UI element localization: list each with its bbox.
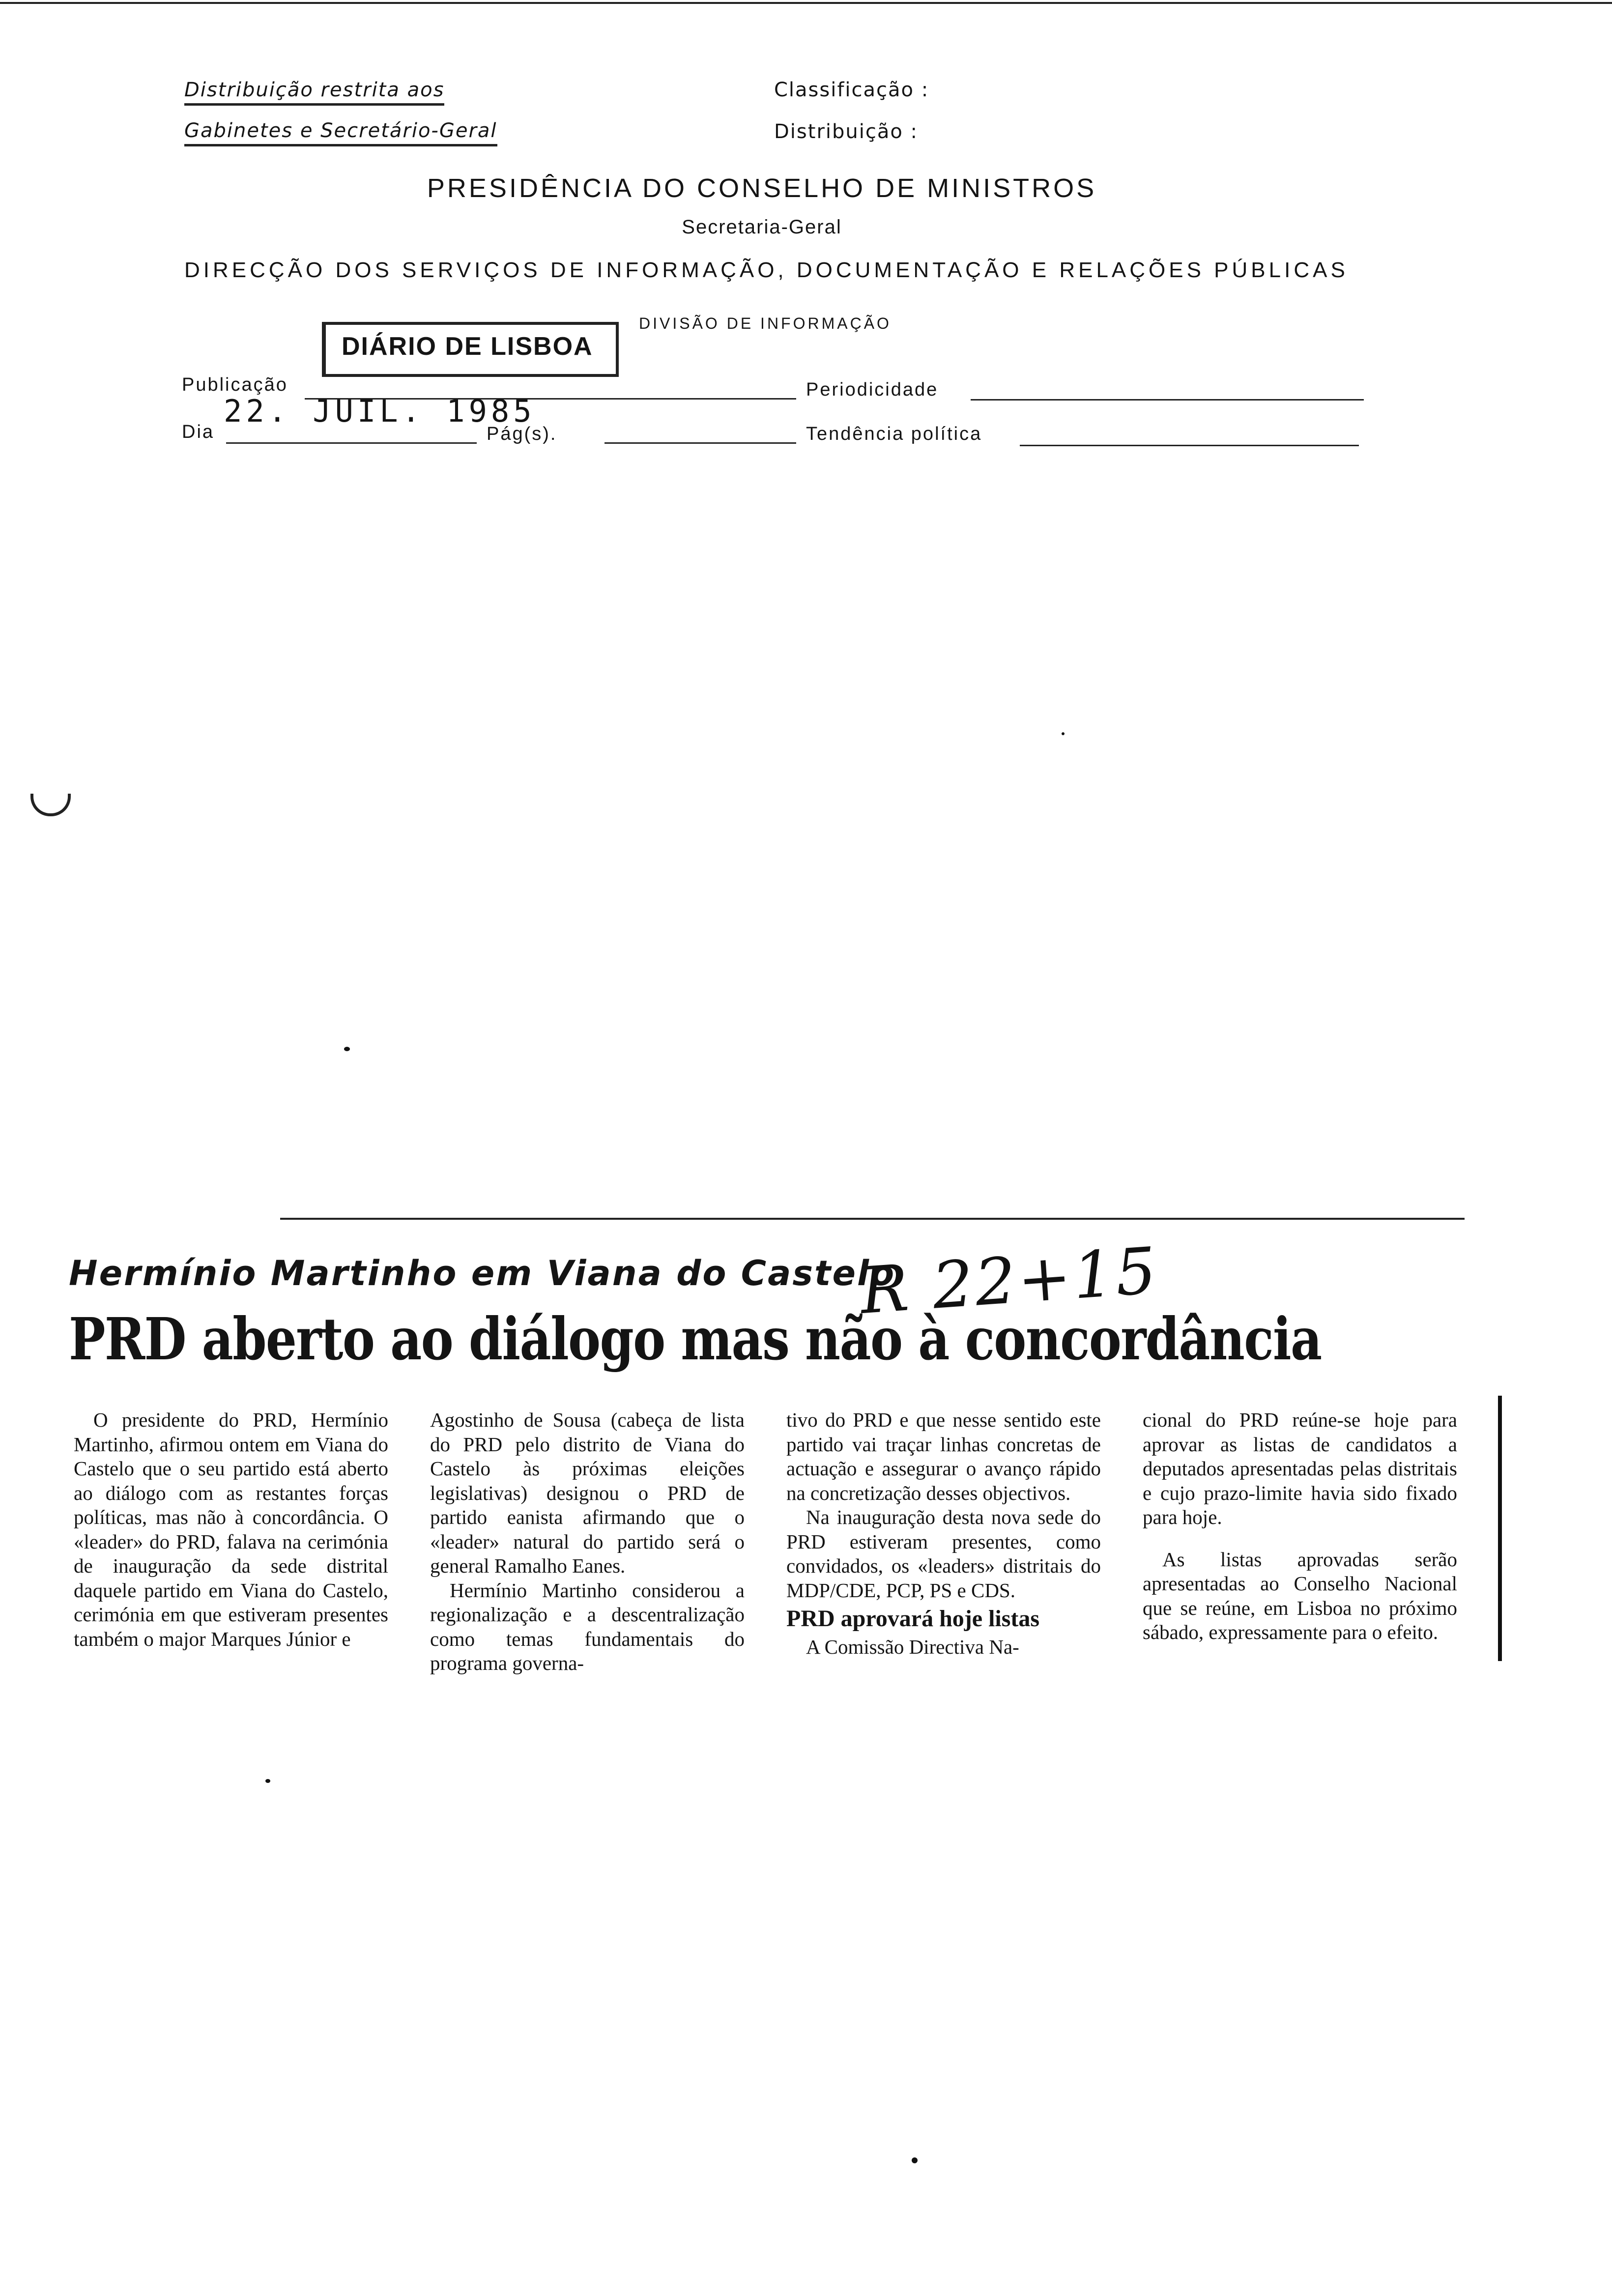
speck-mark — [1062, 732, 1065, 735]
article-top-rule — [280, 1218, 1465, 1220]
punch-hole-mark — [30, 794, 71, 816]
article-column-2 — [430, 1408, 745, 1676]
distribution-restriction-line1: Distribuição restrita aos — [184, 79, 444, 101]
top-edge-rule — [0, 2, 1612, 4]
political-tendency-label: Tendência política — [806, 424, 982, 444]
speck-mark — [344, 1047, 350, 1051]
classification-label: Classificação : — [774, 79, 929, 101]
division-label: DIVISÃO DE INFORMAÇÃO — [639, 315, 892, 332]
paragraph: Agostinho de Sousa (cabeça de lista do PRD pelo distrito de Viana do Castelo às próximas eleições legislativas) designou o PRD de partido eanista afirmando que o «leader» natural do partido será o general Ramalho Eanes. — [430, 1408, 745, 1577]
paragraph: As listas aprovadas serão apresentadas ao Conselho Nacional que se reúne, em Lisboa no próximo sábado, expressamente para o efeito. — [1143, 1548, 1457, 1643]
article-column-3 — [786, 1408, 1101, 1660]
article-column-4 — [1143, 1408, 1457, 1645]
secretaria-geral-subtitle: Secretaria-Geral — [682, 216, 842, 238]
article-headline: PRD aberto ao diálogo mas não à concordância — [69, 1305, 1322, 1373]
pages-label: Pág(s). — [487, 424, 557, 444]
publication-stamp: DIÁRIO DE LISBOA — [342, 332, 593, 361]
paragraph: Na inauguração desta nova sede do PRD estiveram presentes, como convidados, os «leaders» distritais do MDP/CDE, PCP, PS e CDS. — [786, 1506, 1101, 1602]
institution-title: PRESIDÊNCIA DO CONSELHO DE MINISTROS — [427, 173, 1097, 203]
directorate-line: DIRECÇÃO DOS SERVIÇOS DE INFORMAÇÃO, DOCUMENTAÇÃO E RELAÇÕES PÚBLICAS — [184, 258, 1349, 282]
paragraph: A Comissão Directiva Na- — [806, 1636, 1019, 1658]
paragraph: tivo do PRD e que nesse sentido este partido vai traçar linhas concretas de actuação e assegurar o avanço rápido na concretização desses objectivos. — [786, 1408, 1101, 1504]
handwritten-note: R 22+15 — [858, 1233, 1161, 1328]
paragraph: Hermínio Martinho considerou a regionalização e a descentralização como temas fundamentais do programa governa- — [430, 1578, 745, 1674]
publication-label: Publicação — [182, 374, 288, 395]
periodicity-field-line — [971, 399, 1364, 401]
speck-mark — [912, 2157, 918, 2163]
speck-mark — [265, 1779, 270, 1783]
article-subheading: PRD aprovará hoje listas — [786, 1606, 1040, 1632]
clipping-edge-bar — [1498, 1396, 1502, 1661]
paragraph: O presidente do PRD, Hermínio Martinho, afirmou ontem em Viana do Castelo que o seu partido está aberto ao diálogo com as restantes forças políticas, mas não à concordância. O «leader» do PRD, falava na cerimónia de inauguração da sede distrital daquele partido em Viana do Castelo, cerimónia em que estiveram presentes também o major Marques Júnior e — [74, 1408, 388, 1650]
distribution-label: Distribuição : — [774, 120, 919, 143]
article-kicker: Hermínio Martinho em Viana do Castelo — [69, 1253, 896, 1293]
day-field-line — [226, 442, 477, 444]
pages-field-line — [604, 442, 796, 444]
political-tendency-field-line — [1020, 445, 1359, 446]
date-stamp: 22. JUIL. 1985 — [224, 393, 536, 429]
periodicity-label: Periodicidade — [806, 379, 939, 400]
article-column-1 — [74, 1408, 388, 1651]
distribution-restriction-line2: Gabinetes e Secretário-Geral — [184, 119, 497, 142]
paragraph: cional do PRD reúne-se hoje para aprovar as listas de candidatos a deputados apresentadas pelas distritais e cujo prazo-limite havia sido fixado para hoje. — [1143, 1408, 1457, 1528]
day-label: Dia — [182, 422, 215, 442]
